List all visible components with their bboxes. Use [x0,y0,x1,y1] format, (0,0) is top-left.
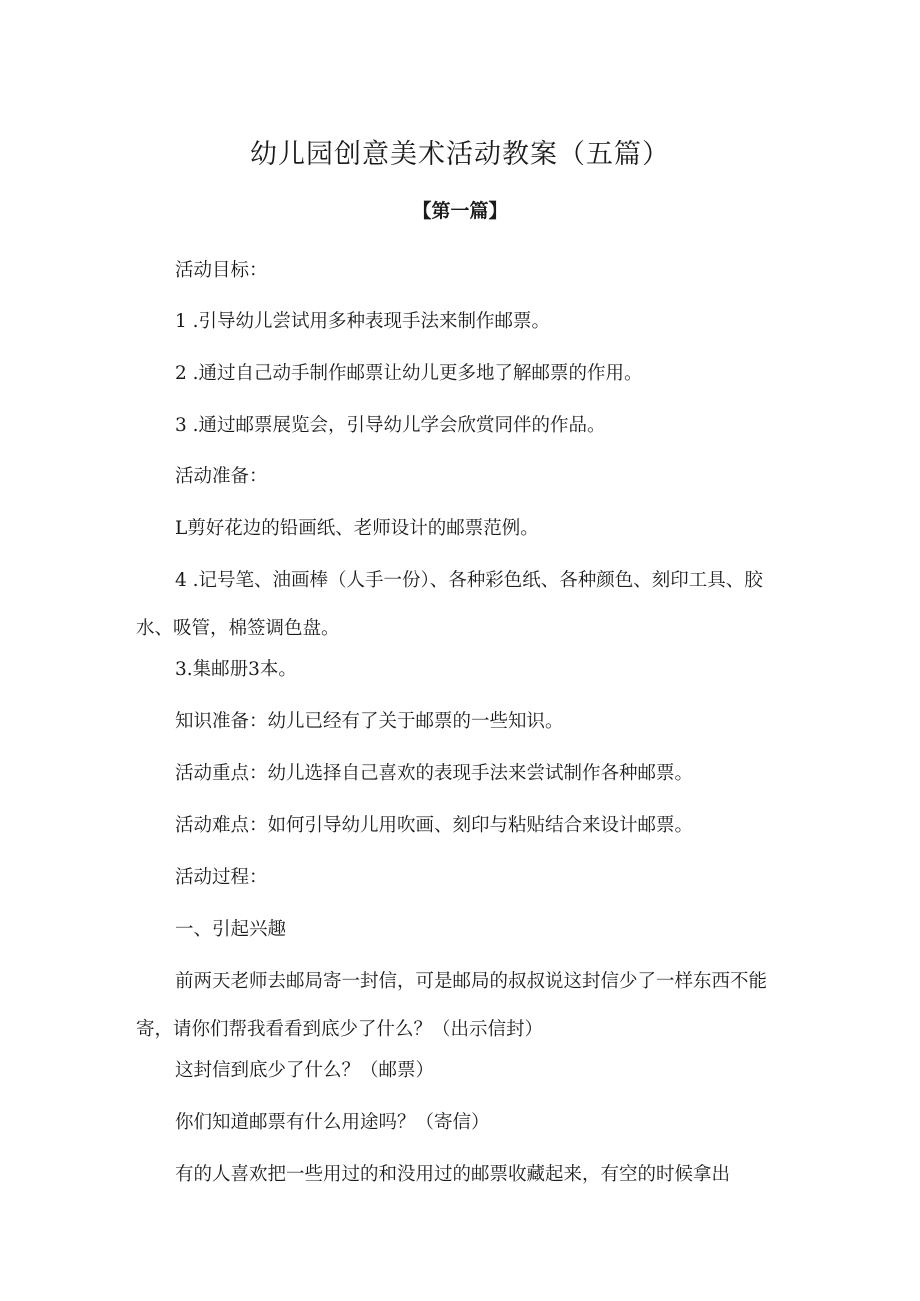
section-heading: 【第一篇】 [412,200,508,222]
paragraph-collecting: 有的人喜欢把一些用过的和没用过的邮票收藏起来，有空的时候拿出 [175,1164,731,1185]
paragraph-difficulty: 活动难点：如何引导幼儿用吹画、刻印与粘贴结合来设计邮票。 [175,815,694,836]
paragraph-preparation-label: 活动准备： [175,466,268,487]
paragraph-story: 前两天老师去邮局寄一封信，可是邮局的叔叔说这封信少了一样东西不能寄，请你们帮我看看到底少了什么？（出示信封） [136,971,768,1040]
paragraph-step-1-heading: 一、引起兴趣 [175,919,287,940]
paragraph-knowledge-prep: 知识准备：幼儿已经有了关于邮票的一些知识。 [175,711,564,732]
paragraph-goal-3: 3 .通过邮票展览会，引导幼儿学会欣赏同伴的作品。 [175,415,606,436]
paragraph-question-2: 你们知道邮票有什么用途吗？（寄信） [175,1112,490,1133]
paragraph-goal-2: 2 .通过自己动手制作邮票让幼儿更多地了解邮票的作用。 [175,363,643,384]
document-title: 幼儿园创意美术活动教案（五篇） [250,139,670,170]
paragraph-process-label: 活动过程： [175,867,268,888]
paragraph-question-1: 这封信到底少了什么？（邮票） [175,1060,435,1081]
paragraph-activity-goals-label: 活动目标： [175,260,268,281]
paragraph-goal-1: 1 .引导幼儿尝试用多种表现手法来制作邮票。 [175,311,551,332]
paragraph-prep-item-1: L剪好花边的铅画纸、老师设计的邮票范例。 [175,518,539,539]
paragraph-prep-item-3: 3.集邮册3本。 [175,659,297,680]
paragraph-prep-item-2: 4 .记号笔、油画棒（人手一份）、各种彩色纸、各种颜色、刻印工具、胶水、吸管，棉签调色盘。 [136,570,763,639]
paragraph-key-point: 活动重点：幼儿选择自己喜欢的表现手法来尝试制作各种邮票。 [175,763,694,784]
